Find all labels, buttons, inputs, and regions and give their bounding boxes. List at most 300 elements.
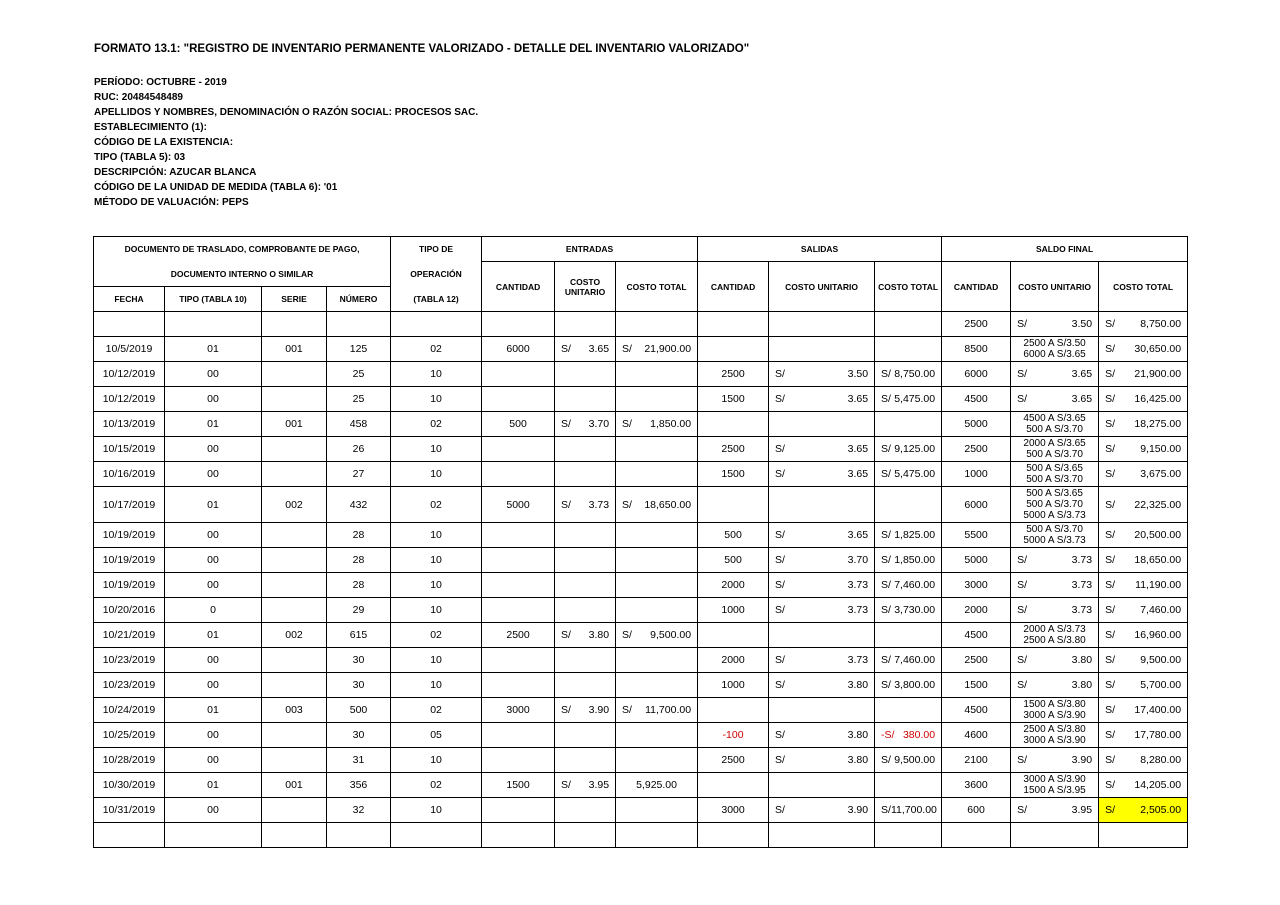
saldo-costo-unitario-cell	[1011, 487, 1099, 523]
salidas-cantidad-cell	[698, 412, 769, 437]
fecha-cell	[94, 312, 165, 337]
salidas-costo-unitario-cell	[769, 523, 875, 548]
entradas-costo-total-cell	[616, 523, 698, 548]
currency-symbol: S/	[1017, 579, 1027, 591]
saldo-costo-total-cell	[1099, 387, 1188, 412]
saldo-lote-line: 3000 A S/3.90	[1023, 735, 1086, 746]
saldo-costo-total-cell	[1099, 573, 1188, 598]
entradas-costo-unitario-cell-value: 3.65	[588, 343, 610, 355]
saldo-costo-unitario-cell-value: 3.90	[1071, 754, 1093, 766]
numero-cell: 30	[327, 648, 391, 673]
currency-symbol: S/	[1105, 629, 1115, 641]
salidas-costo-total-cell-value: 7,460.00	[894, 654, 936, 666]
currency-symbol: S/	[775, 468, 785, 480]
salidas-costo-total-cell-value: 5,475.00	[894, 468, 936, 480]
entradas-costo-unitario-cell-value: 3.90	[588, 704, 610, 716]
salidas-costo-unitario-cell-value: 3.65	[847, 393, 869, 405]
currency-symbol: S/	[881, 529, 891, 541]
codigo-existencia: CÓDIGO DE LA EXISTENCIA:	[94, 137, 234, 148]
entradas-costo-total-cell	[616, 362, 698, 387]
saldo-lote-line: 3000 A S/3.90	[1023, 774, 1086, 785]
entradas-costo-unitario-cell	[555, 723, 616, 748]
serie-cell: 003	[262, 698, 327, 723]
salidas-cantidad-cell: 1000	[698, 598, 769, 623]
saldo-costo-unitario-cell-value: 3.80	[1071, 679, 1093, 691]
salidas-costo-total-cell-value: 3,800.00	[894, 679, 936, 691]
saldo-cantidad-cell: 1500	[942, 673, 1011, 698]
entradas-costo-unitario-cell	[555, 362, 616, 387]
salidas-costo-unitario-cell	[769, 412, 875, 437]
saldo-costo-unitario-cell	[1011, 698, 1099, 723]
saldo-costo-total-cell-value: 3,675.00	[1140, 468, 1182, 480]
serie-cell	[262, 312, 327, 337]
currency-symbol: S/	[1105, 529, 1115, 541]
salidas-cantidad-cell: 1500	[698, 387, 769, 412]
tipo-cell: 00	[165, 548, 262, 573]
entradas-cantidad-cell: 500	[482, 412, 555, 437]
tipo-cell: 00	[165, 523, 262, 548]
salidas-costo-total-cell-value: 3,730.00	[894, 604, 936, 616]
tipo-cell: 01	[165, 698, 262, 723]
currency-symbol: S/	[561, 498, 571, 511]
tipo-operacion-header-2: OPERACIÓN	[391, 262, 482, 287]
saldo-costo-unitario-cell	[1011, 412, 1099, 437]
serie-cell: 002	[262, 623, 327, 648]
tipo-operacion-cell: 02	[391, 698, 482, 723]
entradas-costo-unitario-cell	[555, 337, 616, 362]
currency-symbol: S/	[1105, 754, 1115, 766]
saldo-cantidad-cell: 2500	[942, 312, 1011, 337]
tipo-cell: 01	[165, 487, 262, 523]
currency-symbol: S/	[775, 679, 785, 691]
currency-symbol: S/	[775, 804, 785, 816]
numero-cell: 458	[327, 412, 391, 437]
saldo-costo-unitario-cell	[1011, 673, 1099, 698]
currency-symbol: S/	[881, 579, 891, 591]
tipo-operacion-cell	[391, 312, 482, 337]
salidas-costo-unitario-cell	[769, 773, 875, 798]
currency-symbol: S/	[775, 393, 785, 405]
fecha-cell: 10/25/2019	[94, 723, 165, 748]
salidas-costo-total-cell	[875, 487, 942, 523]
unidad-medida: CÓDIGO DE LA UNIDAD DE MEDIDA (TABLA 6): '01	[94, 182, 338, 193]
entradas-costo-total-cell	[616, 648, 698, 673]
saldo-costo-unitario-cell	[1011, 773, 1099, 798]
entradas-costo-total-cell	[616, 487, 698, 523]
currency-symbol: S/	[775, 579, 785, 591]
saldo-lote-line: 500 A S/3.70	[1026, 424, 1083, 435]
salidas-costo-unitario-cell	[769, 548, 875, 573]
entradas-costo-unitario-cell	[555, 523, 616, 548]
salidas-cantidad-cell: 2000	[698, 573, 769, 598]
salidas-costo-total-cell	[875, 648, 942, 673]
table-row	[94, 487, 1188, 523]
currency-symbol: S/	[1017, 654, 1027, 666]
descripcion: DESCRIPCIÓN: AZUCAR BLANCA	[94, 167, 257, 178]
entradas-costo-total-cell	[616, 312, 698, 337]
serie-cell	[262, 387, 327, 412]
currency-symbol: S/	[1105, 318, 1115, 330]
fecha-cell: 10/19/2019	[94, 523, 165, 548]
table-row	[94, 362, 1188, 387]
salidas-cantidad-cell: 2500	[698, 362, 769, 387]
currency-symbol: S/	[1105, 368, 1115, 380]
entradas-costo-total-cell	[616, 573, 698, 598]
currency-symbol: S/	[881, 754, 891, 766]
saldo-cantidad-cell: 2500	[942, 648, 1011, 673]
saldo-lote-line: 2000 A S/3.73	[1023, 624, 1086, 635]
numero-cell: 25	[327, 362, 391, 387]
serie-cell	[262, 598, 327, 623]
entradas-cantidad-cell	[482, 573, 555, 598]
salidas-costo-unitario-cell-value: 3.65	[847, 468, 869, 480]
saldo-costo-unitario-cell	[1011, 823, 1099, 848]
saldo-cantidad-cell: 4500	[942, 698, 1011, 723]
entradas-costo-unitario-cell	[555, 598, 616, 623]
entradas-costo-unitario-cell	[555, 648, 616, 673]
salidas-costo-unitario-cell	[769, 387, 875, 412]
salidas-costo-unitario-cell	[769, 698, 875, 723]
currency-symbol: S/	[1105, 418, 1115, 430]
saldo-cantidad-cell: 3000	[942, 573, 1011, 598]
currency-symbol: S/	[561, 779, 571, 791]
saldo-costo-total-cell	[1099, 412, 1188, 437]
saldo-costo-total-cell-value: 16,425.00	[1134, 393, 1182, 405]
tipo-cell: 01	[165, 623, 262, 648]
salidas-cantidad-cell	[698, 623, 769, 648]
currency-symbol: S/	[1105, 729, 1115, 741]
salidas-costo-unitario-cell	[769, 437, 875, 462]
salidas-costo-unitario-cell	[769, 648, 875, 673]
entradas-costo-unitario-header: COSTO UNITARIO	[555, 262, 616, 312]
saldo-lote-line: 500 A S/3.65	[1026, 463, 1083, 474]
report-title: FORMATO 13.1: "REGISTRO DE INVENTARIO PERMANENTE VALORIZADO - DETALLE DEL INVENTARIO VALORIZADO"	[94, 43, 750, 55]
saldo-lote-line: 500 A S/3.70	[1026, 449, 1083, 460]
currency-symbol: S/	[1105, 393, 1115, 405]
fecha-cell: 10/17/2019	[94, 487, 165, 523]
entradas-cantidad-cell: 6000	[482, 337, 555, 362]
entradas-cantidad-cell	[482, 798, 555, 823]
saldo-lote-line: 6000 A S/3.65	[1023, 349, 1086, 360]
saldo-cantidad-cell: 5500	[942, 523, 1011, 548]
currency-symbol: S/	[881, 368, 891, 380]
tipo-operacion-cell: 10	[391, 548, 482, 573]
salidas-costo-unitario-cell-value: 3.80	[847, 754, 869, 766]
saldo-costo-total-cell-value: 8,280.00	[1140, 754, 1182, 766]
saldo-costo-total-cell-value: 9,150.00	[1140, 443, 1182, 455]
tipo-cell: 00	[165, 748, 262, 773]
table-row	[94, 573, 1188, 598]
saldo-lote-line: 500 A S/3.70	[1026, 524, 1083, 535]
tipo-operacion-cell: 02	[391, 487, 482, 523]
saldo-final-header: SALDO FINAL	[942, 237, 1188, 262]
entradas-costo-total-cell-value: 9,500.00	[650, 629, 692, 641]
salidas-costo-total-cell	[875, 387, 942, 412]
tipo-cell: 00	[165, 573, 262, 598]
saldo-costo-unitario-cell-value: 3.50	[1071, 318, 1093, 330]
inventory-rows	[94, 312, 1188, 848]
salidas-costo-total-header: COSTO TOTAL	[875, 262, 942, 312]
serie-cell	[262, 573, 327, 598]
saldo-cantidad-cell: 4500	[942, 623, 1011, 648]
fecha-cell: 10/31/2019	[94, 798, 165, 823]
fecha-cell: 10/19/2019	[94, 548, 165, 573]
saldo-cantidad-cell: 2100	[942, 748, 1011, 773]
saldo-costo-total-cell	[1099, 437, 1188, 462]
entradas-costo-total-cell-value: 1,850.00	[650, 418, 692, 430]
saldo-costo-total-cell-value: 7,460.00	[1140, 604, 1182, 616]
saldo-costo-unitario-cell	[1011, 548, 1099, 573]
entradas-costo-unitario-cell	[555, 462, 616, 487]
numero-cell: 31	[327, 748, 391, 773]
saldo-cantidad-cell: 5000	[942, 548, 1011, 573]
table-row	[94, 312, 1188, 337]
salidas-costo-unitario-cell-value: 3.90	[847, 804, 869, 816]
entradas-costo-total-cell	[616, 437, 698, 462]
periodo: PERÍODO: OCTUBRE - 2019	[94, 77, 227, 88]
currency-symbol: S/	[1017, 804, 1027, 816]
saldo-costo-total-cell	[1099, 623, 1188, 648]
table-row	[94, 437, 1188, 462]
entradas-costo-unitario-cell	[555, 437, 616, 462]
saldo-cantidad-header: CANTIDAD	[942, 262, 1011, 312]
salidas-costo-unitario-cell-value: 3.73	[847, 604, 869, 616]
table-row	[94, 673, 1188, 698]
serie-cell	[262, 548, 327, 573]
currency-symbol: S/	[881, 604, 891, 616]
fecha-cell: 10/20/2016	[94, 598, 165, 623]
currency-symbol: S/	[622, 418, 632, 430]
saldo-costo-unitario-cell	[1011, 798, 1099, 823]
serie-cell: 001	[262, 337, 327, 362]
fecha-cell: 10/28/2019	[94, 748, 165, 773]
saldo-costo-total-cell	[1099, 798, 1188, 823]
table-row	[94, 648, 1188, 673]
tipo-cell	[165, 312, 262, 337]
currency-symbol: -S/	[881, 729, 895, 741]
saldo-costo-total-cell-value: 21,900.00	[1134, 368, 1182, 380]
salidas-costo-total-cell	[875, 798, 942, 823]
entradas-costo-total-cell-value: 21,900.00	[644, 343, 692, 355]
salidas-costo-total-cell	[875, 573, 942, 598]
salidas-costo-total-cell	[875, 623, 942, 648]
entradas-costo-total-cell	[616, 773, 698, 798]
currency-symbol: S/	[561, 704, 571, 716]
serie-cell: 001	[262, 773, 327, 798]
tipo-cell: 00	[165, 798, 262, 823]
currency-symbol: S/	[1017, 554, 1027, 566]
entradas-costo-unitario-cell-value: 3.73	[588, 498, 610, 511]
salidas-costo-unitario-cell	[769, 487, 875, 523]
salidas-costo-total-cell-value: 1,825.00	[894, 529, 936, 541]
tipo-cell: 01	[165, 337, 262, 362]
tipo-operacion-cell: 10	[391, 387, 482, 412]
saldo-costo-total-cell	[1099, 312, 1188, 337]
tipo-operacion-cell: 02	[391, 412, 482, 437]
saldo-lote-line: 500 A S/3.70	[1026, 474, 1083, 485]
metodo-valuacion: MÉTODO DE VALUACIÓN: PEPS	[94, 197, 249, 208]
saldo-costo-total-cell-value: 20,500.00	[1134, 529, 1182, 541]
salidas-costo-total-cell	[875, 362, 942, 387]
salidas-costo-unitario-cell	[769, 362, 875, 387]
saldo-costo-total-cell-value: 11,190.00	[1135, 579, 1182, 591]
salidas-costo-total-cell-value: 11,700.00	[890, 804, 937, 816]
entradas-cantidad-cell	[482, 387, 555, 412]
currency-symbol: S/	[561, 418, 571, 430]
numero-header: NÚMERO	[327, 287, 391, 312]
saldo-costo-total-cell	[1099, 462, 1188, 487]
table-row	[94, 773, 1188, 798]
tipo-operacion-cell: 02	[391, 773, 482, 798]
salidas-cantidad-cell: 1500	[698, 462, 769, 487]
saldo-lote-line: 2500 A S/3.80	[1023, 635, 1086, 646]
entradas-cantidad-cell	[482, 673, 555, 698]
entradas-costo-unitario-cell-value: 3.70	[588, 418, 610, 430]
salidas-costo-unitario-cell-value: 3.65	[847, 443, 869, 455]
saldo-costo-total-cell-value: 17,780.00	[1134, 729, 1182, 741]
fecha-cell: 10/16/2019	[94, 462, 165, 487]
tipo-cell: 00	[165, 673, 262, 698]
salidas-costo-unitario-cell	[769, 337, 875, 362]
salidas-costo-total-cell	[875, 548, 942, 573]
currency-symbol: S/	[1017, 368, 1027, 380]
entradas-costo-total-cell	[616, 823, 698, 848]
tipo-cell: 00	[165, 387, 262, 412]
salidas-costo-total-cell-value: 5,475.00	[894, 393, 936, 405]
saldo-cantidad-cell: 1000	[942, 462, 1011, 487]
saldo-costo-total-cell	[1099, 698, 1188, 723]
table-row	[94, 387, 1188, 412]
salidas-costo-unitario-cell	[769, 748, 875, 773]
entradas-costo-total-cell	[616, 387, 698, 412]
entradas-costo-total-cell-value: 11,700.00	[645, 704, 692, 716]
saldo-costo-total-cell-value: 2,505.00	[1140, 804, 1182, 816]
salidas-cantidad-cell: 2500	[698, 437, 769, 462]
salidas-cantidad-cell	[698, 312, 769, 337]
salidas-costo-unitario-cell	[769, 673, 875, 698]
serie-cell	[262, 723, 327, 748]
entradas-costo-total-cell-value: 5,925.00	[636, 779, 677, 791]
fecha-cell	[94, 823, 165, 848]
saldo-cantidad-cell: 6000	[942, 362, 1011, 387]
razon-social: APELLIDOS Y NOMBRES, DENOMINACIÓN O RAZÓN SOCIAL: PROCESOS SAC.	[94, 107, 479, 118]
numero-cell: 500	[327, 698, 391, 723]
entradas-costo-unitario-cell	[555, 748, 616, 773]
currency-symbol: S/	[775, 754, 785, 766]
tipo-operacion-cell: 10	[391, 437, 482, 462]
saldo-cantidad-cell: 8500	[942, 337, 1011, 362]
salidas-costo-total-cell	[875, 523, 942, 548]
ruc: RUC: 20484548489	[94, 92, 183, 103]
saldo-lote-line: 5000 A S/3.73	[1023, 535, 1086, 546]
saldo-costo-unitario-cell-value: 3.95	[1071, 804, 1093, 816]
currency-symbol: S/	[1105, 443, 1115, 455]
salidas-costo-total-cell	[875, 337, 942, 362]
currency-symbol: S/	[1105, 679, 1115, 691]
salidas-costo-unitario-cell	[769, 462, 875, 487]
entradas-costo-unitario-cell	[555, 798, 616, 823]
entradas-cantidad-cell	[482, 523, 555, 548]
salidas-costo-total-cell	[875, 598, 942, 623]
saldo-costo-unitario-cell	[1011, 337, 1099, 362]
salidas-header: SALIDAS	[698, 237, 942, 262]
saldo-costo-total-cell	[1099, 648, 1188, 673]
fecha-cell: 10/19/2019	[94, 573, 165, 598]
saldo-lote-line: 1500 A S/3.95	[1023, 785, 1086, 796]
currency-symbol: S/	[881, 393, 891, 405]
currency-symbol: S/	[1105, 804, 1115, 816]
entradas-costo-total-cell	[616, 337, 698, 362]
salidas-cantidad-cell	[698, 487, 769, 523]
saldo-costo-total-cell-value: 16,960.00	[1134, 629, 1182, 641]
currency-symbol: S/	[1105, 579, 1115, 591]
numero-cell: 29	[327, 598, 391, 623]
fecha-cell: 10/12/2019	[94, 362, 165, 387]
numero-cell: 25	[327, 387, 391, 412]
entradas-cantidad-cell	[482, 548, 555, 573]
entradas-cantidad-cell	[482, 598, 555, 623]
currency-symbol: S/	[1105, 498, 1115, 511]
tipo-operacion-cell: 02	[391, 337, 482, 362]
entradas-cantidad-cell	[482, 823, 555, 848]
salidas-costo-total-cell-value: 7,460.00	[894, 579, 936, 591]
currency-symbol: S/	[622, 343, 632, 355]
saldo-costo-unitario-cell	[1011, 437, 1099, 462]
entradas-costo-total-cell	[616, 548, 698, 573]
salidas-costo-total-cell	[875, 462, 942, 487]
tipo-operacion-header-3: (TABLA 12)	[391, 287, 482, 312]
tipo-cell: 00	[165, 437, 262, 462]
salidas-costo-total-cell-value: 9,500.00	[894, 754, 936, 766]
currency-symbol: S/	[775, 729, 785, 741]
currency-symbol: S/	[881, 468, 891, 480]
currency-symbol: S/	[881, 554, 891, 566]
entradas-costo-total-cell	[616, 698, 698, 723]
entradas-header: ENTRADAS	[482, 237, 698, 262]
saldo-cantidad-cell: 6000	[942, 487, 1011, 523]
tipo-cell: 01	[165, 412, 262, 437]
salidas-costo-total-cell-value: 9,125.00	[894, 443, 936, 455]
saldo-cantidad-cell: 5000	[942, 412, 1011, 437]
saldo-costo-unitario-cell	[1011, 648, 1099, 673]
currency-symbol: S/	[1017, 679, 1027, 691]
entradas-costo-unitario-cell	[555, 487, 616, 523]
saldo-lote-line: 500 A S/3.70	[1026, 499, 1083, 510]
currency-symbol: S/	[622, 704, 632, 716]
saldo-costo-total-cell	[1099, 598, 1188, 623]
saldo-cantidad-cell: 4600	[942, 723, 1011, 748]
saldo-cantidad-cell: 3600	[942, 773, 1011, 798]
currency-symbol: S/	[1105, 654, 1115, 666]
entradas-costo-total-header: COSTO TOTAL	[616, 262, 698, 312]
fecha-cell: 10/15/2019	[94, 437, 165, 462]
salidas-cantidad-cell: 3000	[698, 798, 769, 823]
saldo-costo-total-cell	[1099, 723, 1188, 748]
salidas-costo-total-cell	[875, 437, 942, 462]
entradas-costo-total-cell	[616, 623, 698, 648]
salidas-cantidad-cell	[698, 337, 769, 362]
fecha-cell: 10/23/2019	[94, 648, 165, 673]
tipo-operacion-cell: 05	[391, 723, 482, 748]
saldo-costo-unitario-cell	[1011, 623, 1099, 648]
tipo-cell: 00	[165, 462, 262, 487]
table-row	[94, 462, 1188, 487]
salidas-costo-unitario-cell	[769, 573, 875, 598]
saldo-costo-total-cell-value: 17,400.00	[1134, 704, 1182, 716]
table-row	[94, 548, 1188, 573]
salidas-costo-total-cell-value: 380.00	[902, 729, 936, 741]
saldo-costo-unitario-cell-value: 3.73	[1071, 579, 1093, 591]
